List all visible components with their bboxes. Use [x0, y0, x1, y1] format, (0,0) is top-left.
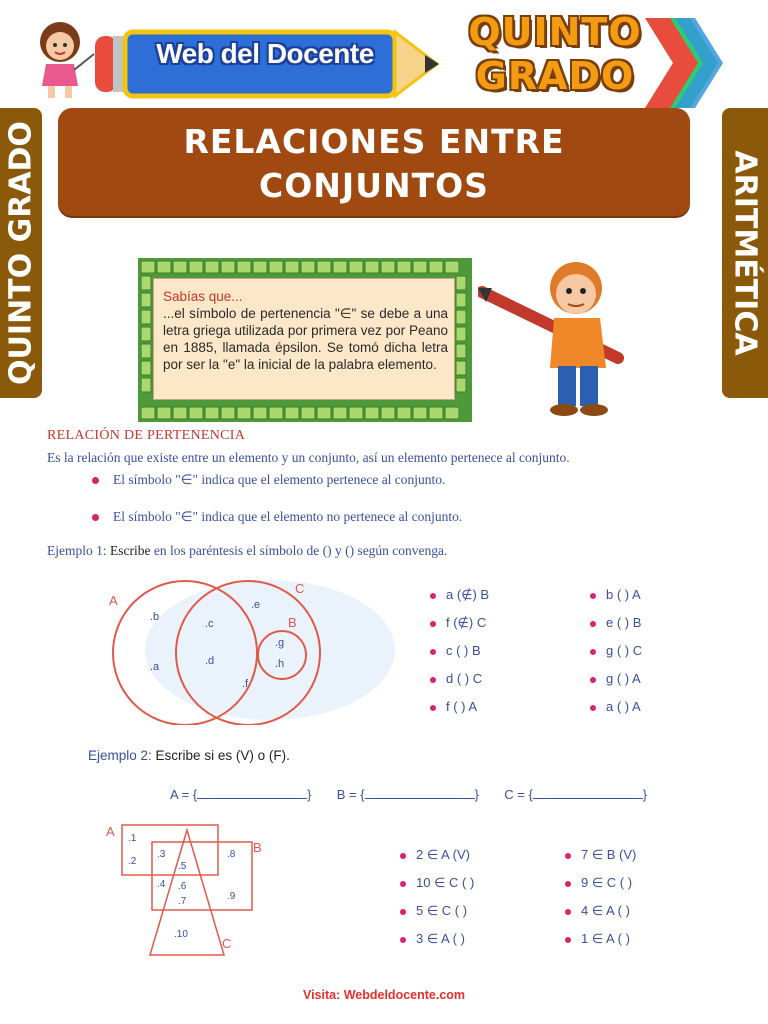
- ex2-item: 3 ∈ A ( ): [400, 931, 465, 947]
- example1-instruction: [47, 543, 447, 559]
- venn1-label-c: C: [295, 581, 305, 596]
- venn2-element: .7: [178, 896, 187, 907]
- venn-diagram-1: [95, 575, 395, 725]
- bullet-not-belongs-text: El símbolo "∈" indica que el elemento no pertenece al conjunto.: [113, 509, 463, 524]
- venn1-element: .f: [242, 678, 249, 690]
- venn2-label-b: B: [253, 840, 262, 855]
- bullet-belongs: [92, 472, 445, 488]
- section-intro: Es la relación que existe entre un elemento y un conjunto, así un elemento pertenece al conjunto.: [47, 450, 570, 465]
- sabias-heading: Sabías que...: [163, 289, 243, 304]
- example2-text: Escribe si es (V) o (F).: [151, 748, 290, 763]
- set-a-open: A = {: [170, 787, 198, 802]
- set-c-close: }: [642, 787, 648, 802]
- ex1-item: f (∉) C: [430, 615, 486, 631]
- grade-banner: [440, 10, 670, 98]
- grade-line-1: QUINTO: [468, 10, 642, 54]
- logo-text: Web del Docente: [156, 38, 374, 69]
- bullet-dot: [92, 477, 99, 484]
- venn1-element: .a: [150, 661, 160, 673]
- set-b-blank[interactable]: [365, 788, 475, 799]
- venn1-element: .e: [251, 599, 261, 611]
- venn2-label-c: C: [222, 936, 232, 951]
- ex1-item: c ( ) B: [430, 643, 481, 658]
- ex1-item: b ( ) A: [590, 587, 641, 602]
- title-line-2: CONJUNTOS: [259, 166, 489, 205]
- venn2-label-a: A: [106, 824, 115, 839]
- example1-lead: Escribe: [110, 543, 151, 558]
- venn2-element: .5: [178, 861, 187, 872]
- ex1-item: d ( ) C: [430, 671, 482, 686]
- venn1-label-b: B: [288, 615, 297, 630]
- ex1-item: e ( ) B: [590, 615, 641, 630]
- venn2-element: .9: [227, 891, 236, 902]
- set-c-blank[interactable]: [533, 788, 643, 799]
- sabias-body: ...el símbolo de pertenencia "∈" se debe a una letra griega utilizada por primera vez por Peano en 1885, llamada épsilon. Se tomó dicha letra por ser la "e" la inicial de la palabra elemento.: [163, 306, 448, 372]
- teacher-illustration: [28, 14, 98, 102]
- ex2-item: 10 ∈ C ( ): [400, 875, 474, 891]
- section-heading: RELACIÓN DE PERTENENCIA: [47, 428, 246, 443]
- ex2-item: 4 ∈ A ( ): [565, 903, 630, 919]
- venn-diagram-2: [100, 820, 270, 960]
- ex1-item: a ( ) A: [590, 699, 641, 714]
- set-b-open: B = {: [336, 787, 365, 802]
- venn2-element: .1: [128, 833, 137, 844]
- ex2-item: 9 ∈ C ( ): [565, 875, 632, 891]
- set-c-open: C = {: [504, 787, 533, 802]
- ex1-item: a (∉) B: [430, 587, 489, 603]
- title-line-1: RELACIONES ENTRE: [183, 122, 565, 161]
- set-a-close: }: [307, 787, 312, 802]
- bullet-not-belongs: [92, 509, 462, 525]
- bullet-dot: [92, 514, 99, 521]
- venn2-element: .3: [157, 849, 166, 860]
- venn1-element: .g: [275, 637, 285, 649]
- footer-link[interactable]: Visita: Webdeldocente.com: [302, 988, 466, 1002]
- ex2-item: 2 ∈ A (V): [400, 847, 470, 863]
- example1-rest: en los paréntesis el símbolo de () y () según convenga.: [150, 543, 448, 558]
- ex1-item: g ( ) C: [590, 643, 642, 658]
- venn2-element: .2: [128, 856, 137, 867]
- example2-label: Ejemplo 2:: [88, 748, 152, 763]
- example2-instruction: [88, 748, 290, 763]
- bullet-belongs-text: El símbolo "∈" indica que el elemento pertenece al conjunto.: [113, 472, 446, 487]
- boy-with-pencil-illustration: [478, 258, 638, 423]
- example1-label: Ejemplo 1:: [47, 543, 107, 558]
- ex1-item: g ( ) A: [590, 671, 641, 686]
- sabias-text: [163, 288, 448, 373]
- venn2-element: .10: [174, 929, 188, 940]
- venn1-element: .b: [150, 611, 160, 623]
- venn1-element: .c: [205, 618, 214, 630]
- ex2-item: 1 ∈ A ( ): [565, 931, 630, 947]
- venn1-label-a: A: [109, 593, 118, 608]
- page-title: [58, 120, 690, 208]
- grade-line-2: GRADO: [475, 54, 635, 98]
- venn1-element: .d: [205, 655, 215, 667]
- set-b-close: }: [474, 787, 479, 802]
- venn1-element: .h: [275, 658, 285, 670]
- ex1-item: f ( ) A: [430, 699, 477, 714]
- set-definitions: [170, 787, 647, 802]
- set-a-blank[interactable]: [197, 788, 307, 799]
- side-label-left: QUINTO GRADO: [3, 121, 39, 385]
- venn2-element: .8: [227, 849, 236, 860]
- venn2-element: .4: [157, 879, 166, 890]
- ex2-item: 5 ∈ C ( ): [400, 903, 467, 919]
- ex2-item: 7 ∈ B (V): [565, 847, 636, 863]
- venn2-element: .6: [178, 881, 187, 892]
- side-label-right: ARITMÉTICA: [727, 150, 763, 356]
